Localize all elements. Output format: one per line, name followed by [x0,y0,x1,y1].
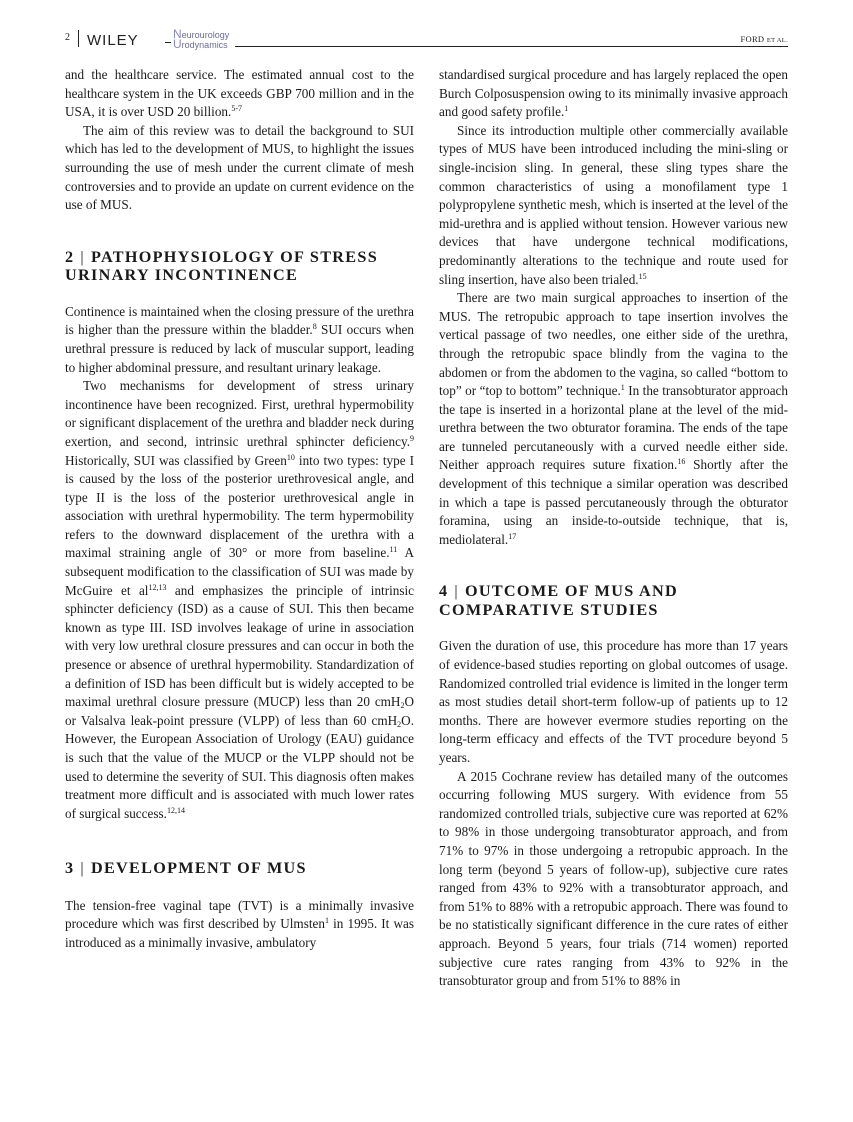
page-number: 2 [65,32,70,43]
paragraph: and the healthcare service. The estimated annual cost to the healthcare system in the UK exceeds GBP 700 million and in the USA, it is over USD 20 billion.$^{5-7}$ [65,67,414,120]
paragraph: standardised surgical procedure and has largely replaced the open Burch Colposuspension owing to its minimally invasive approach and good safety profile.$^1$ [439,67,788,120]
page-header [65,28,788,52]
paragraph: Given the duration of use, this procedure has more than 17 years of evidence-based studies reporting on global outcomes of usage. Randomized controlled trial evidence is limited in the longer term as most studies detail short-term follow-up of patients up to 12 months. There are however evermore studies reporting on the long-term efficacy and effects of the TVT procedure beyond 5 years. [439,638,788,765]
left-column [65,66,414,953]
paragraph: There are two main surgical approaches to insertion of the MUS. The retropubic approach to tape insertion involves the vertical passage of two needles, one either side of the urethra, through the retropubic space blindly from the vagina to the abdomen or from the abdomen to the vagina, so called “bottom to top” or “top to bottom” technique.$^1$ In the transobturator approach the tape is inserted in a horizontal plane at the level of the mid-urethra between the two obturator foramina. The ends of the tape are tunneled percutaneously with a curved needle either side. Neither approach requires suture fixation.$^{16}$ Shortly after the development of this technique a similar operation was described in which a tape is passed percutaneously through the obturator foramina, using an inside-to-outside technique, that is, mediolateral.$^{17}$ [439,290,788,547]
right-column [439,66,788,991]
paragraph: Since its introduction multiple other commercially available types of MUS have been introduced including the mini-sling or single-incision sling. In general, these sling types share the common characteristics of using a monofilament type 1 polypropylene synthetic mesh, which is inserted at the level of the mid-urethra and is applied without tension. However various new devices that have undergone technical modifications, predominantly alterations to the technique and route used for sling insertion, have also been trialed.$^{15}$ [439,122,789,287]
section-heading-2: 2 | PATHOPHYSIOLOGY OF STRESS URINARY INCONTINENCE [65,247,379,285]
section-heading-3: 3 | DEVELOPMENT OF MUS [65,859,307,878]
header-separator [78,30,79,47]
paragraph: Two mechanisms for development of stress urinary incontinence have been recognized. First, urethral hypermobility or significant displacement of the urethra and bladder neck during exertion, and second, intrinsic urethral sphincter deficiency.$^9$ Historically, SUI was classified by Green$^{10}$ into two types: type I is caused by the loss of the posterior urethrovesical angle, and type II is the loss of the posterior urethrovesical angle in association with urethral hypermobility. The term hypermobility refers to the downward displacement of the urethra with a maximal straining angle of 30° or more from baseline.$^{11}$ A subsequent modification to the classification of SUI was made by McGuire et al$^{12,13}$ and emphasizes the principle of intrinsic sphincter deficiency (ISD) as a cause of SUI. This then became known as type III. ISD involves leakage of urine in association with very low urethral closure pressures and can occur in both the presence or absence of urethral hypermobility. Standardization of a definition of ISD has been difficult but is widely accepted to be maximal urethral closure pressure (MUCP) less than 20 cmH$_2$O or Valsalva leak-point pressure (VLPP) of less than 60 cmH$_2$O. However, the European Association of Urology (EAU) guidance is such that the value of the MUCP or the VLPP should not be used to determine the severity of SUI. This diagnosis often makes treatment more difficult and is associated with much lower rates of surgical success.$^{12,14}$ [65,378,415,821]
journal-logo: Neurourology Urodynamics [173,27,230,51]
header-rule [235,46,788,47]
publisher-logo: WILEY [87,32,139,49]
paragraph: The aim of this review was to detail the background to SUI which has led to the development of MUS, to highlight the issues surrounding the use of mesh under the current climate of mesh controversies and to provide an update on current evidence on the use of MUS. [65,122,414,213]
section-heading-4: 4 | OUTCOME OF MUS AND COMPARATIVE STUDIES [439,582,678,619]
logo-dash [165,42,171,43]
paragraph: Continence is maintained when the closing pressure of the urethra is higher than the pressure within the bladder.$^8$ SUI occurs when urethral pressure is reduced by lack of muscular support, leading to higher abdominal pressure, and resultant urinary leakage. [65,303,414,375]
paragraph: A 2015 Cochrane review has detailed many of the outcomes occurring following MUS surgery. With evidence from 55 randomized controlled trials, subjective cure was reported at 62% to 98% in those undergoing transobturator approach, and from 71% to 97% in those undergoing a retropubic approach. In the long term (beyond 5 years of follow-up), subjective cure rates ranged from 43% to 92% with a transobturator approach, and from 51% to 88% with a retropubic approach. There was found to be no statistically significant difference in the cure rates of either approach. Beyond 5 years, four trials (714 women) reported subjective cure rates ranging from 43% to 92% in the transobturator group and from 51% to 88% in [439,768,788,989]
running-head: FORD ET AL. [740,34,788,44]
paragraph: The tension-free vaginal tape (TVT) is a minimally invasive procedure which was first described by Ulmsten$^1$ in 1995. It was introduced as a minimally invasive, ambulatory [65,897,414,951]
